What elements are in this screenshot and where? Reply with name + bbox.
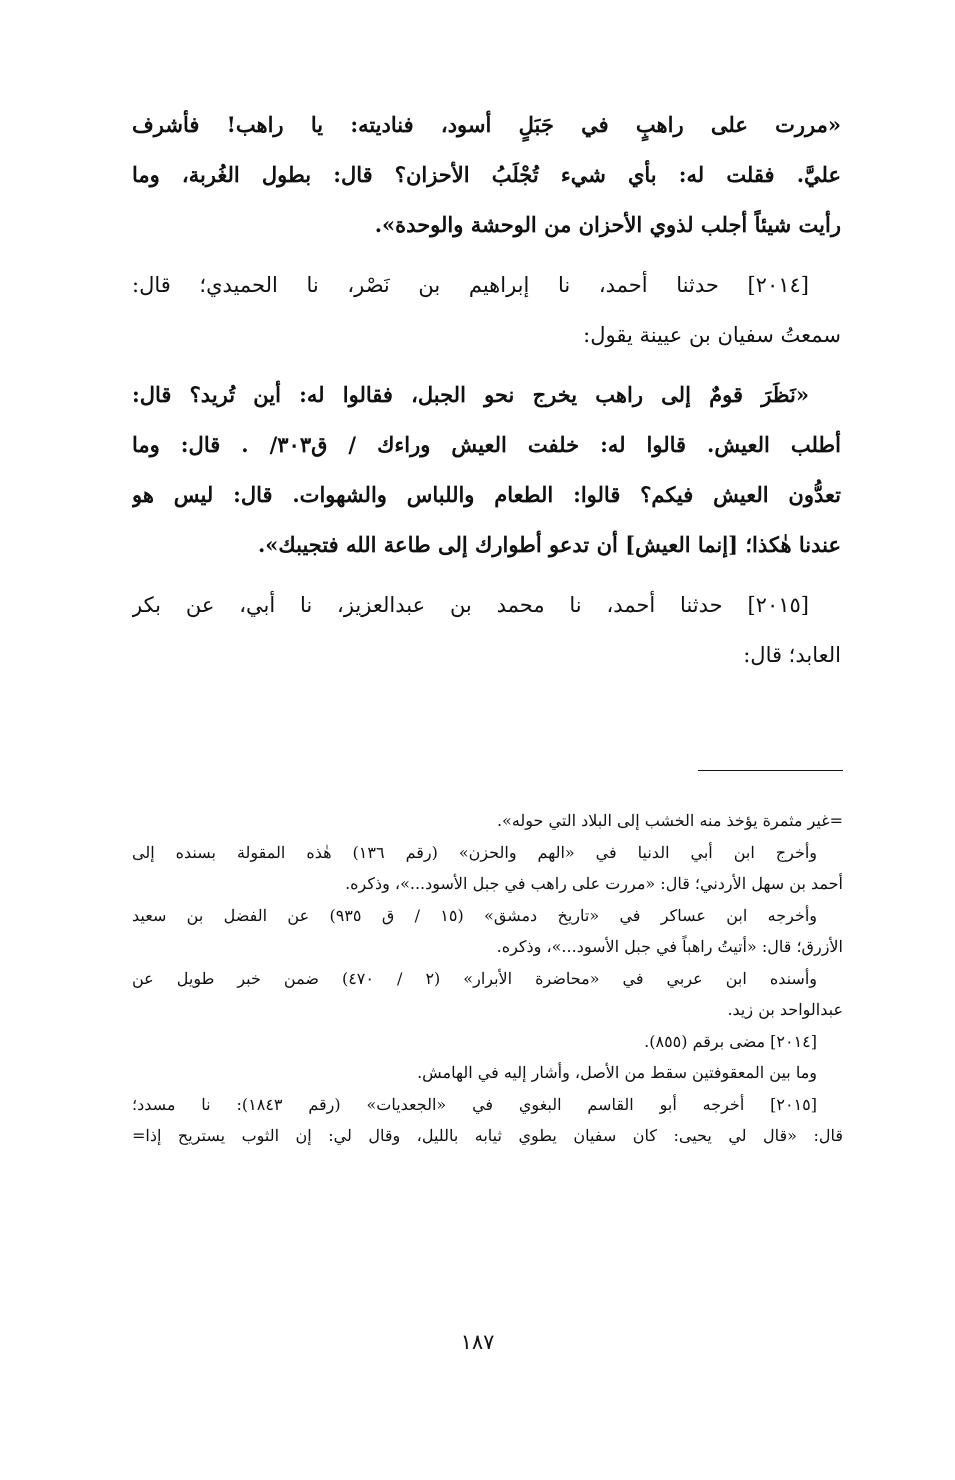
footnote-line: وما بين المعقوفتين سقط من الأصل، وأشار إليه في الهامش.	[417, 1063, 817, 1082]
main-line: عندنا هٰكذا؛ [إنما العيش] أن تدعو أطوارك إلى طاعة الله فتجيبك».	[257, 532, 841, 557]
footnote-line: =غير مثمرة يؤخذ منه الخشب إلى البلاد التي حوله».	[496, 811, 843, 830]
footnote-line: الأزرق؛ قال: «أتيتُ راهباً في جبل الأسود...»، وذكره.	[496, 937, 843, 956]
main-line: عليَّ. فقلت له: بأي شيء تُجْلَبُ الأحزان؟ قال: بطول الغُربة، وما	[132, 162, 841, 187]
footnote-line: أحمد بن سهل الأردني؛ قال: «مررت على راهب في جبل الأسود...»، وذكره.	[345, 874, 843, 893]
main-line: «مررت على راهبٍ في جَبَلٍ أسود، فناديته: يا راهب! فأشرف	[132, 112, 841, 137]
footnote-separator	[698, 770, 843, 771]
main-line: العابد؛ قال:	[743, 643, 841, 667]
main-line: رأيت شيئاً أجلب لذوي الأحزان من الوحشة والوحدة».	[374, 212, 841, 237]
footnote-line: [٢٠١٥] أخرجه أبو القاسم البغوي في «الجعديات» (رقم ١٨٤٣): نا مسدد؛	[132, 1094, 817, 1114]
main-line: «نَظَرَ قومٌ إلى راهب يخرج نحو الجبل، فقالوا له: أين تُريد؟ قال:	[132, 382, 809, 407]
footnotes	[132, 805, 843, 1152]
footnote-line: وأخرج ابن أبي الدنيا في «الهم والحزن» (رقم ١٣٦) هٰذه المقولة بسنده إلى	[132, 842, 818, 862]
main-line: [٢٠١٤] حدثنا أحمد، نا إبراهيم بن نَصْر، نا الحميدي؛ قال:	[132, 273, 809, 297]
footnote-line: عبدالواحد بن زيد.	[727, 1000, 843, 1019]
main-line: [٢٠١٥] حدثنا أحمد، نا محمد بن عبدالعزيز، نا أبي، عن بكر	[132, 593, 809, 617]
footnote-line: وأخرجه ابن عساكر في «تاريخ دمشق» (١٥ / ق ٩٣٥) عن الفضل بن سعيد	[132, 905, 818, 925]
main-line: أطلب العيش. قالوا له: خلفت العيش وراءك / ق٣٠٣/ . قال: وما	[132, 432, 841, 457]
footnote-line: [٢٠١٤] مضى برقم (٨٥٥).	[644, 1031, 817, 1051]
footnote-line: وأسنده ابن عربي في «محاضرة الأبرار» (٢ / ٤٧٠) ضمن خبر طويل عن	[132, 968, 818, 988]
main-line: سمعتُ سفيان بن عيينة يقول:	[583, 323, 841, 347]
main-line: تعدُّون العيش فيكم؟ قالوا: الطعام واللباس والشهوات. قال: ليس هو	[132, 482, 841, 507]
main-text	[132, 100, 841, 680]
page-number: ١٨٧	[460, 1330, 495, 1354]
footnote-line: قال: «قال لي يحيى: كان سفيان يطوي ثيابه بالليل، وقال لي: إن الثوب يستريح إذا=	[132, 1126, 843, 1145]
